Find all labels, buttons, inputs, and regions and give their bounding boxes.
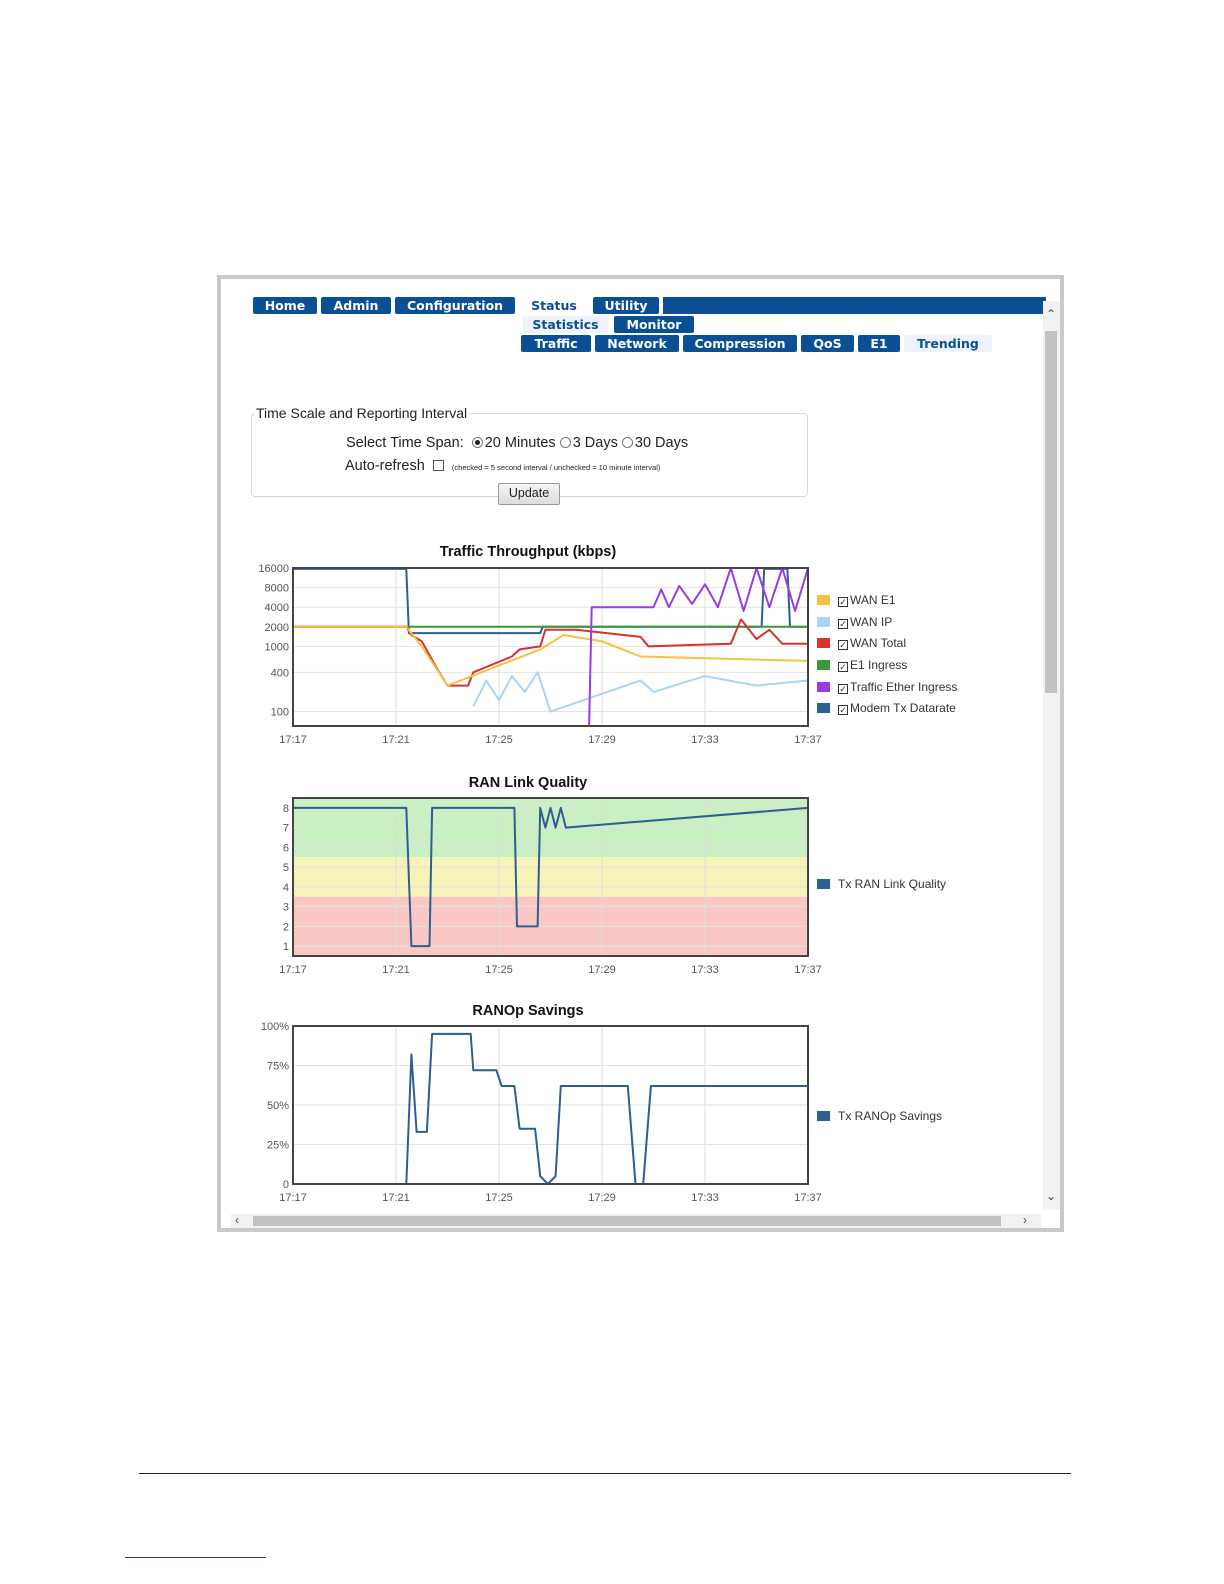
x-tick-label: 17:37 [794,964,822,976]
series-line-wan-ip [473,672,808,711]
throughput-legend [817,593,957,723]
time-scale-legend: Time Scale and Reporting Interval [256,405,468,421]
browser-frame [217,275,1064,1232]
x-tick-label: 17:33 [691,734,719,746]
scroll-right-icon[interactable]: › [1023,1213,1027,1227]
legend-swatch [817,703,830,713]
x-tick-label: 17:17 [279,1192,307,1204]
tab-utility[interactable]: Utility [593,297,659,314]
y-tick-label: 1 [282,941,289,954]
legend-swatch [817,682,830,692]
footer-link-underline [125,1557,266,1558]
y-tick-label: 8 [282,802,289,815]
x-tick-label: 17:29 [588,964,616,976]
radio-20-minutes[interactable] [472,437,483,448]
legend-checkbox[interactable]: ✓ [839,597,847,607]
auto-refresh-checkbox[interactable] [433,460,444,471]
option-3-days[interactable]: 3 Days [572,435,618,451]
y-tick-label: 2 [282,921,289,934]
legend-checkbox[interactable]: ✓ [839,662,847,673]
series-line-traffic-ether-ingress [589,568,808,726]
legend-item [817,877,946,899]
legend-item[interactable] [817,615,957,637]
legend-swatch [817,638,830,648]
y-tick-label: 4 [282,881,289,894]
legend-checkbox[interactable]: ✓ [839,618,847,629]
nav-bar [663,297,1046,314]
legend-label: WAN E1 [850,593,896,607]
footer-rule [139,1473,1071,1474]
legend-label: WAN IP [850,614,893,629]
legend-swatch [817,1111,830,1121]
y-tick-label: 100% [260,1021,289,1033]
ranop-chart [251,1023,821,1209]
x-tick-label: 17:37 [794,734,822,746]
option-20-minutes[interactable]: 20 Minutes [484,435,556,451]
tab-compression[interactable]: Compression [683,335,797,352]
legend-label: Tx RANOp Savings [838,1109,943,1123]
y-tick-label: 8000 [264,582,289,595]
auto-refresh-note: (checked = 5 second interval / unchecked = 10 minute interval) [451,463,661,472]
legend-checkbox[interactable]: ✓ [839,640,847,651]
y-tick-label: 5 [282,862,289,875]
y-tick-label: 3 [282,901,289,914]
series-line-tx-ranop-savings [293,1034,808,1184]
auto-refresh-row [345,458,660,474]
x-tick-label: 17:29 [588,734,616,746]
tab-status[interactable]: Status [519,297,589,314]
vertical-scroll-thumb[interactable] [1045,331,1057,693]
legend-swatch [817,595,830,605]
option-30-days[interactable]: 30 Days [634,435,689,451]
ran-link-legend [817,877,946,899]
legend-checkbox[interactable]: ✓ [839,683,847,694]
y-tick-label: 100 [270,706,289,719]
legend-label: E1 Ingress [850,658,908,673]
scroll-down-icon[interactable]: ⌄ [1046,1189,1057,1203]
legend-swatch [817,879,830,889]
y-tick-label: 2000 [264,621,289,634]
series-line-wan-e1 [293,627,808,686]
y-tick-label: 75% [266,1060,289,1073]
x-tick-label: 17:21 [382,1192,410,1204]
tab-admin[interactable]: Admin [321,297,391,314]
scroll-left-icon[interactable]: ‹ [235,1213,239,1227]
y-tick-label: 4000 [264,602,289,615]
legend-label: WAN Total [850,636,907,651]
zone-band-1 [293,857,808,897]
chart-title-ran-link: RAN Link Quality [468,775,588,791]
scroll-up-icon[interactable]: ⌃ [1046,307,1057,321]
ranop-legend [817,1109,942,1131]
update-button[interactable]: Update [498,483,560,505]
legend-item [817,1109,942,1131]
y-tick-label: 7 [282,822,289,835]
tab-qos[interactable]: QoS [801,335,854,352]
tab-statistics[interactable]: Statistics [523,316,608,333]
auto-refresh-label: Auto-refresh [345,458,425,474]
x-tick-label: 17:33 [691,1192,719,1204]
legend-checkbox[interactable]: ✓ [839,705,847,716]
legend-swatch [817,617,830,627]
vertical-scrollbar[interactable] [1043,301,1060,1209]
y-tick-label: 6 [282,842,289,855]
time-span-label: Select Time Span: [346,435,464,451]
tab-network[interactable]: Network [595,335,679,352]
chart-title-ranop: RANOp Savings [472,1003,584,1019]
x-tick-label: 17:33 [691,964,719,976]
tab-home[interactable]: Home [253,297,317,314]
throughput-chart [251,565,821,755]
legend-label: Traffic Ether Ingress [850,679,958,694]
ran-link-chart [251,795,821,981]
tab-trending[interactable]: Trending [904,335,992,352]
chart-title-throughput: Traffic Throughput (kbps) [439,544,617,560]
x-tick-label: 17:17 [279,734,307,746]
y-tick-label: 25% [266,1139,289,1152]
y-tick-label: 400 [270,667,289,680]
time-span-row [346,435,688,451]
x-tick-label: 17:37 [794,1192,822,1204]
series-line-modem-tx-datarate [293,569,808,633]
legend-item[interactable] [817,680,957,702]
tab-e1[interactable]: E1 [858,335,900,352]
legend-label: Tx RAN Link Quality [838,877,947,891]
y-tick-label: 16000 [258,563,289,575]
x-tick-label: 17:21 [382,734,410,746]
legend-label: Modem Tx Datarate [850,701,956,716]
tab-traffic[interactable]: Traffic [521,335,591,352]
legend-swatch [817,660,830,670]
x-tick-label: 17:25 [485,1192,513,1204]
y-tick-label: 50% [266,1100,289,1112]
x-tick-label: 17:29 [588,1192,616,1204]
radio-30-days[interactable] [622,437,633,448]
tab-monitor[interactable]: Monitor [614,316,694,333]
horizontal-scrollbar[interactable] [231,1214,1041,1228]
legend-item[interactable] [817,701,957,723]
x-tick-label: 17:25 [485,964,513,976]
legend-item[interactable] [817,593,957,615]
horizontal-scroll-thumb[interactable] [253,1216,1001,1226]
time-scale-panel [251,405,808,500]
y-tick-label: 1000 [264,641,289,654]
y-tick-label: 0 [282,1179,289,1191]
tab-configuration[interactable]: Configuration [395,297,515,314]
legend-item[interactable] [817,636,957,658]
x-tick-label: 17:25 [485,734,513,746]
radio-3-days[interactable] [560,437,571,448]
plot-border [293,568,808,726]
series-line-wan-total [293,619,808,685]
x-tick-label: 17:17 [279,964,307,976]
x-tick-label: 17:21 [382,964,410,976]
legend-item[interactable] [817,658,957,680]
